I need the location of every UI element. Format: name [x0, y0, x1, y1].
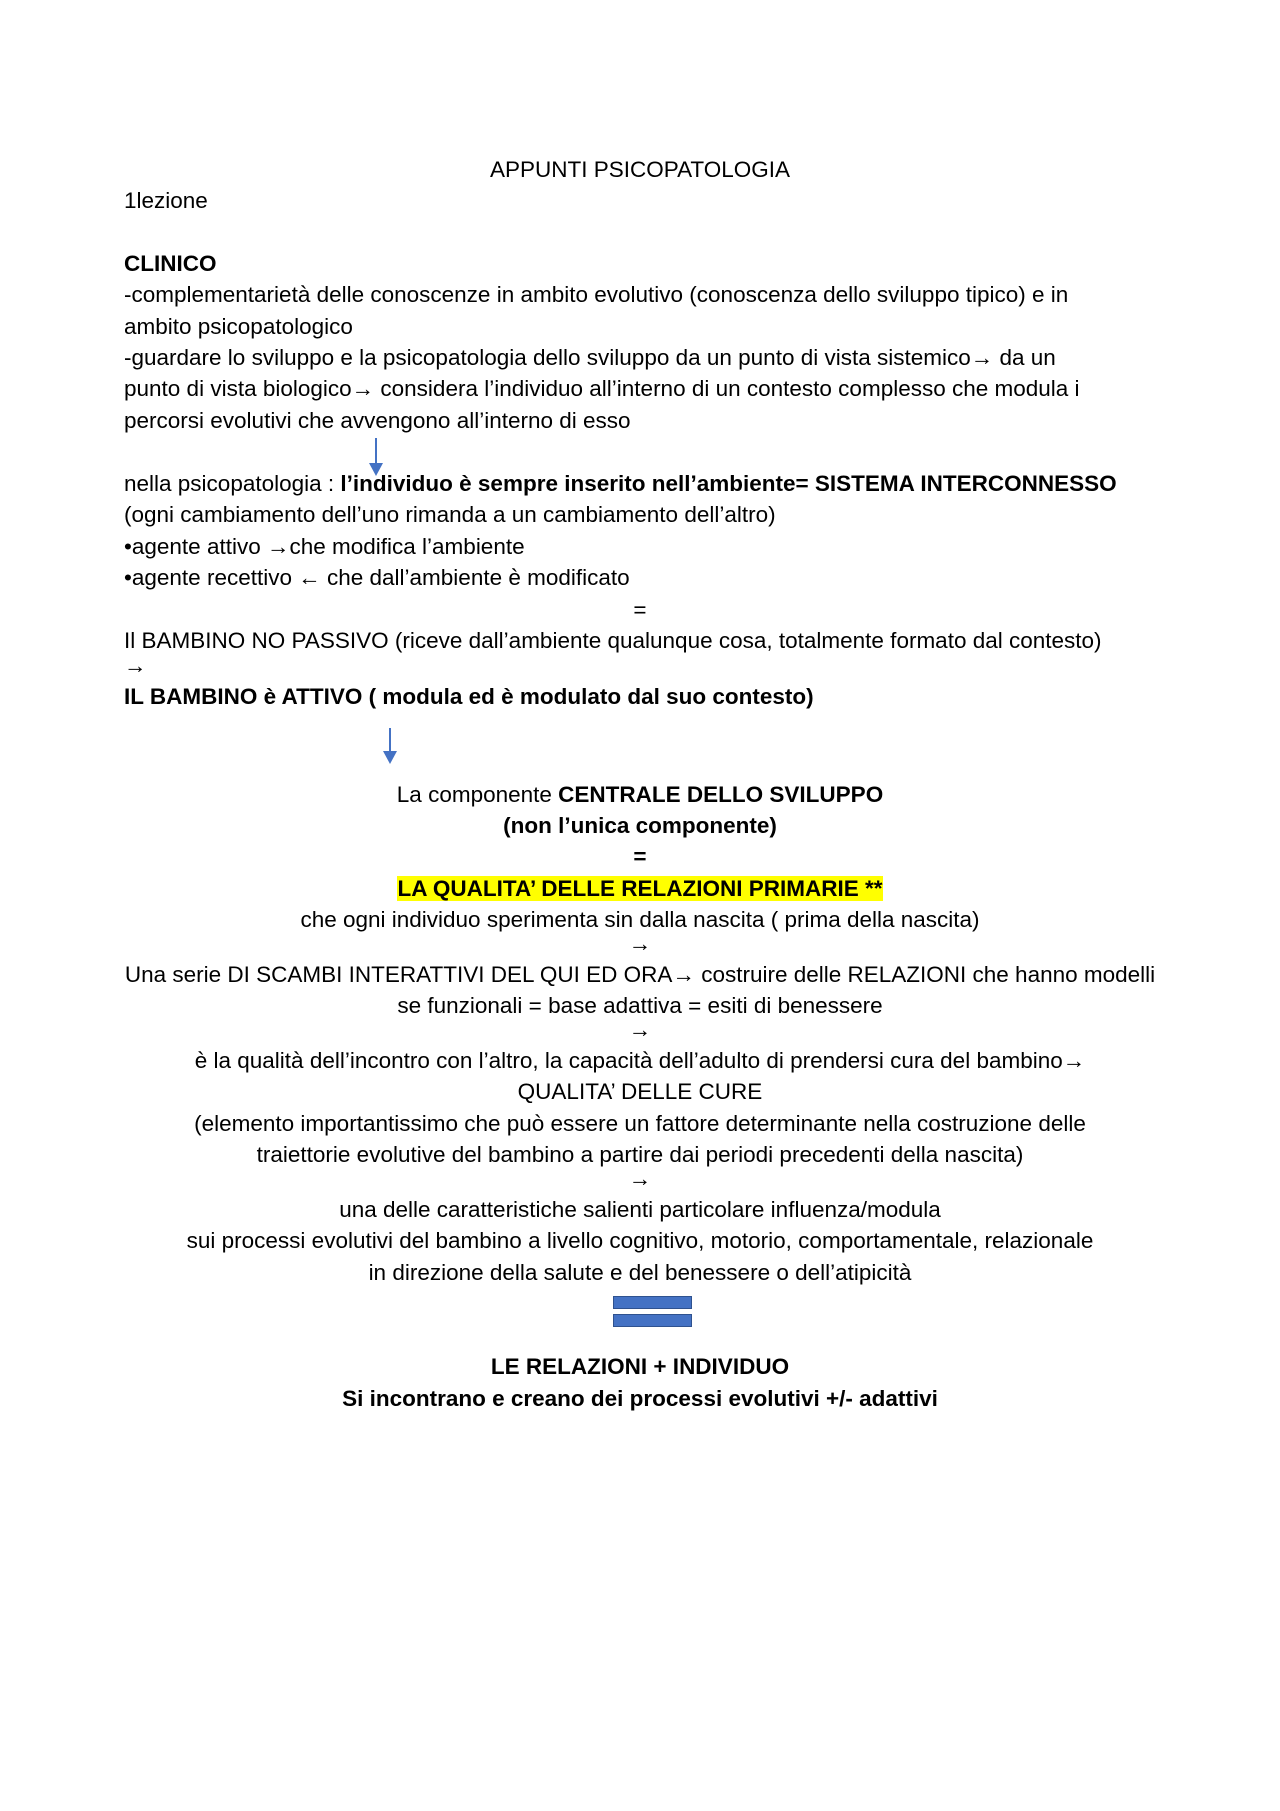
paragraph-line: Il BAMBINO NO PASSIVO (riceve dall’ambiente qualunque cosa, totalmente formato dal contesto)	[124, 628, 1102, 653]
equals-bar-bottom	[613, 1314, 692, 1327]
paragraph-line: (ogni cambiamento dell’uno rimanda a un cambiamento dell’altro)	[124, 502, 776, 527]
arrow-down-icon	[375, 438, 377, 464]
lesson-label: 1lezione	[124, 188, 208, 213]
arrow-left-icon: ←	[298, 565, 321, 590]
arrow-right-icon: →	[628, 1166, 652, 1191]
arrow-right-icon: →	[124, 653, 147, 678]
arrow-right-icon: →	[1062, 1048, 1086, 1073]
highlighted-line: LA QUALITA’ DELLE RELAZIONI PRIMARIE **	[397, 876, 883, 901]
paragraph-line: percorsi evolutivi che avvengono all’interno di esso	[124, 408, 631, 433]
paragraph-line: punto di vista biologico→ considera l’individuo all’interno di un contesto complesso che modula i	[124, 376, 1080, 401]
centered-line: La componente CENTRALE DELLO SVILUPPO	[396, 782, 884, 807]
centered-line: (non l’unica componente)	[503, 813, 777, 838]
equals-sign: =	[633, 597, 647, 622]
paragraph-line: -complementarietà delle conoscenze in ambito evolutivo (conoscenza dello sviluppo tipico) e in	[124, 282, 1069, 307]
equals-sign: =	[633, 844, 647, 869]
paragraph-line: -guardare lo sviluppo e la psicopatologia dello sviluppo da un punto di vista sistemico→ da un	[124, 345, 1056, 370]
arrow-right-icon: →	[672, 962, 695, 987]
system-statement: nella psicopatologia : l’individuo è sempre inserito nell’ambiente= SISTEMA INTERCONNESSO	[124, 471, 1117, 496]
equals-bar-top	[613, 1296, 692, 1309]
document-title: APPUNTI PSICOPATOLOGIA	[489, 157, 791, 182]
conclusion-line: Si incontrano e creano dei processi evolutivi +/- adattivi	[342, 1386, 938, 1411]
centered-line: Una serie DI SCAMBI INTERATTIVI DEL QUI ED ORA→ costruire delle RELAZIONI che hanno modelli	[124, 962, 1156, 987]
arrow-down-icon	[389, 728, 391, 752]
bullet-item: •agente recettivo ← che dall’ambiente è modificato	[124, 565, 630, 590]
arrow-right-icon: →	[266, 534, 290, 559]
centered-line: in direzione della salute e del benessere o dell’atipicità	[368, 1260, 912, 1285]
centered-line: sui processi evolutivi del bambino a livello cognitivo, motorio, comportamentale, relazionale	[186, 1228, 1094, 1253]
arrow-right-icon: →	[628, 1017, 652, 1042]
section-heading: CLINICO	[124, 251, 217, 276]
arrow-right-icon: →	[970, 345, 994, 370]
centered-line: è la qualità dell’incontro con l’altro, la capacità dell’adulto di prendersi cura del bambino→	[194, 1048, 1086, 1073]
centered-line: se funzionali = base adattiva = esiti di benessere	[397, 993, 883, 1018]
centered-line: (elemento importantissimo che può essere un fattore determinante nella costruzione delle	[194, 1111, 1086, 1136]
arrow-right-icon: →	[351, 376, 375, 401]
bullet-item: •agente attivo →che modifica l’ambiente	[124, 534, 525, 559]
paragraph-line: ambito psicopatologico	[124, 314, 353, 339]
centered-line: che ogni individuo sperimenta sin dalla nascita ( prima della nascita)	[300, 907, 980, 932]
centered-line: QUALITA’ DELLE CURE	[517, 1079, 763, 1104]
paragraph-line: IL BAMBINO è ATTIVO ( modula ed è modulato dal suo contesto)	[124, 684, 814, 709]
conclusion-line: LE RELAZIONI + INDIVIDUO	[490, 1354, 790, 1379]
centered-line: una delle caratteristiche salienti particolare influenza/modula	[339, 1197, 941, 1222]
arrow-right-icon: →	[628, 931, 652, 956]
centered-line: traiettorie evolutive del bambino a partire dai periodi precedenti della nascita)	[256, 1142, 1024, 1167]
